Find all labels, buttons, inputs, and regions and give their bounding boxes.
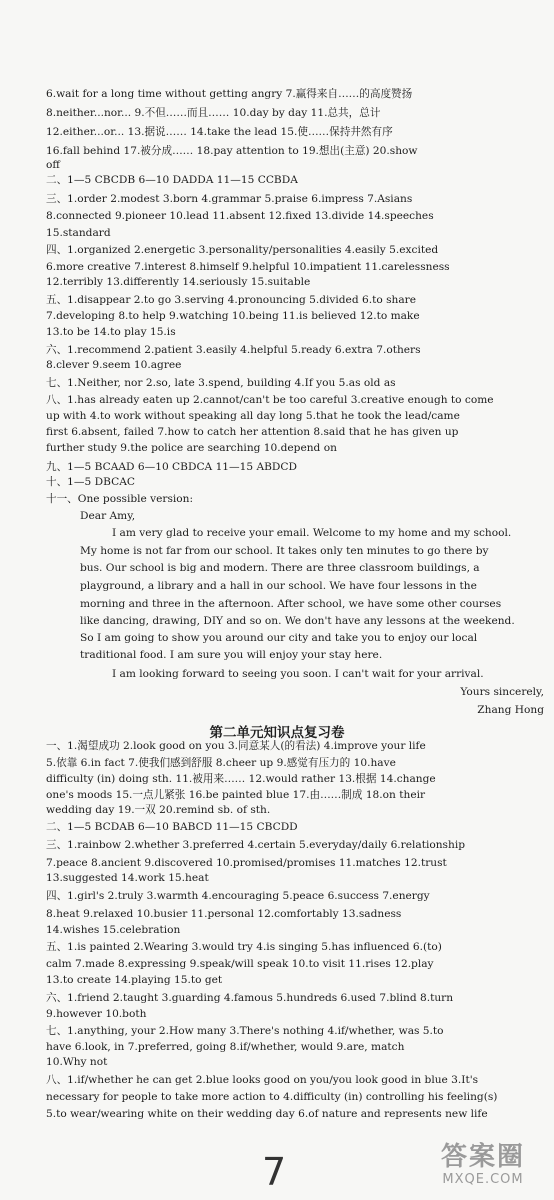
answer-line: calm 7.made 8.expressing 9.speak/will speak 10.to visit 11.rises 12.play: [46, 958, 434, 970]
answer-line: 16.fall behind 17.被分成…… 18.pay attention to 19.想出(主意) 20.show: [46, 145, 418, 157]
answer-line: 七、1.anything, your 2.How many 3.There's nothing 4.if/whether, was 5.to: [46, 1025, 444, 1037]
letter-line: bus. Our school is big and modern. There are three classroom buildings, a: [80, 562, 480, 574]
answer-line: 七、1.Neither, nor 2.so, late 3.spend, building 4.If you 5.as old as: [46, 377, 396, 389]
answer-line: off: [46, 159, 60, 171]
answer-line: 五、1.disappear 2.to go 3.serving 4.pronouncing 5.divided 6.to share: [46, 294, 416, 306]
answer-line: 六、1.friend 2.taught 3.guarding 4.famous 5.hundreds 6.used 7.blind 8.turn: [46, 992, 454, 1004]
answer-line: 7.developing 8.to help 9.watching 10.being 11.is believed 12.to make: [46, 310, 420, 322]
page-number: 7: [262, 1150, 287, 1194]
answer-line: 三、1.order 2.modest 3.born 4.grammar 5.praise 6.impress 7.Asians: [46, 193, 413, 205]
answer-line: 8.neither...nor... 9.不但……而且…… 10.day by day 11.总共，总计: [46, 107, 381, 119]
letter-line: I am very glad to receive your email. Welcome to my home and my school.: [112, 527, 512, 539]
letter-line: playground, a library and a hall in our school. We have four lessons in the: [80, 580, 477, 592]
answer-line: 10.Why not: [46, 1056, 108, 1068]
answer-line: 十一、One possible version:: [46, 493, 194, 505]
letter-line: morning and three in the afternoon. After school, we have some other courses: [80, 598, 502, 610]
answer-line: 五、1.is painted 2.Wearing 3.would try 4.is singing 5.has influenced 6.(to): [46, 941, 442, 953]
answer-line: one's moods 15.一点儿紧张 16.be painted blue 17.由……制成 18.on their: [46, 789, 426, 801]
answer-line: wedding day 19.一双 20.remind sb. of sth.: [46, 804, 271, 816]
answer-line: 十、1—5 DBCAC: [46, 476, 135, 488]
answer-line: 一、1.渴望成功 2.look good on you 3.同意某人(的看法) 4.improve your life: [46, 740, 426, 752]
letter-line: So I am going to show you around our city and take you to enjoy our local: [80, 632, 478, 644]
answer-line: 9.however 10.both: [46, 1008, 147, 1020]
answer-line: 13.suggested 14.work 15.heat: [46, 872, 209, 884]
watermark-text: 答案圈: [440, 1142, 525, 1172]
answer-line: 六、1.recommend 2.patient 3.easily 4.helpful 5.ready 6.extra 7.others: [46, 344, 421, 356]
answer-line: 7.peace 8.ancient 9.discovered 10.promised/promises 11.matches 12.trust: [46, 857, 447, 869]
answer-line: 8.clever 9.seem 10.agree: [46, 359, 182, 371]
answer-line: 八、1.if/whether he can get 2.blue looks good on you/you look good in blue 3.It's: [46, 1074, 479, 1086]
answer-line: 14.wishes 15.celebration: [46, 924, 181, 936]
answer-line: 13.to be 14.to play 15.is: [46, 326, 176, 338]
answer-line: difficulty (in) doing sth. 11.被用来…… 12.would rather 13.根据 14.change: [46, 773, 436, 785]
letter-line: traditional food. I am sure you will enjoy your stay here.: [80, 649, 383, 661]
answer-line: 四、1.girl's 2.truly 3.warmth 4.encouraging 5.peace 6.success 7.energy: [46, 890, 430, 902]
answer-line: 二、1—5 BCDAB 6—10 BABCD 11—15 CBCDD: [46, 821, 298, 833]
watermark-url: MXQE.COM: [442, 1172, 524, 1187]
answer-line: 6.wait for a long time without getting angry 7.赢得来自……的高度赞扬: [46, 88, 413, 100]
answer-line: necessary for people to take more action to 4.difficulty (in) controlling his feeling(s): [46, 1091, 498, 1103]
answer-line: 5.依靠 6.in fact 7.使我们感到舒服 8.cheer up 9.感觉有压力的 10.have: [46, 757, 396, 769]
answer-line: 8.heat 9.relaxed 10.busier 11.personal 12.comfortably 13.sadness: [46, 908, 402, 920]
answer-line: first 6.absent, failed 7.how to catch her attention 8.said that he has given up: [46, 426, 459, 438]
answer-line: 八、1.has already eaten up 2.cannot/can't be too careful 3.creative enough to come: [46, 394, 494, 406]
letter-line: I am looking forward to seeing you soon. I can't wait for your arrival.: [112, 668, 484, 680]
answer-line: 13.to create 14.playing 15.to get: [46, 974, 223, 986]
answer-line: 九、1—5 BCAAD 6—10 CBDCA 11—15 ABDCD: [46, 461, 298, 473]
answer-line: further study 9.the police are searching 10.depend on: [46, 442, 337, 454]
answer-line: have 6.look, in 7.preferred, going 8.if/whether, would 9.are, match: [46, 1041, 405, 1053]
answer-line: 15.standard: [46, 227, 111, 239]
letter-greeting: Dear Amy,: [80, 510, 136, 522]
answer-line: 8.connected 9.pioneer 10.lead 11.absent 12.fixed 13.divide 14.speeches: [46, 210, 434, 222]
letter-line: My home is not far from our school. It takes only ten minutes to go there by: [80, 545, 489, 557]
letter-closing: Yours sincerely,: [460, 686, 544, 698]
letter-line: like dancing, drawing, DIY and so on. We don't have any lessons at the weekend.: [80, 615, 515, 627]
unit2-title: 第二单元知识点复习卷: [209, 725, 345, 741]
answer-line: 12.terribly 13.differently 14.seriously 15.suitable: [46, 276, 311, 288]
letter-signature: Zhang Hong: [477, 704, 544, 716]
answer-line: 6.more creative 7.interest 8.himself 9.helpful 10.impatient 11.carelessness: [46, 261, 450, 273]
answer-line: 二、1—5 CBCDB 6—10 DADDA 11—15 CCBDA: [46, 174, 298, 186]
answer-line: up with 4.to work without speaking all day long 5.that he took the lead/came: [46, 410, 460, 422]
answer-line: 12.either...or... 13.据说…… 14.take the lead 15.使……保持井然有序: [46, 126, 393, 138]
answer-line: 三、1.rainbow 2.whether 3.preferred 4.certain 5.everyday/daily 6.relationship: [46, 839, 465, 851]
answer-line: 5.to wear/wearing white on their wedding day 6.of nature and represents new life: [46, 1108, 488, 1120]
answer-line: 四、1.organized 2.energetic 3.personality/personalities 4.easily 5.excited: [46, 244, 439, 256]
watermark-logo: [424, 1142, 542, 1194]
